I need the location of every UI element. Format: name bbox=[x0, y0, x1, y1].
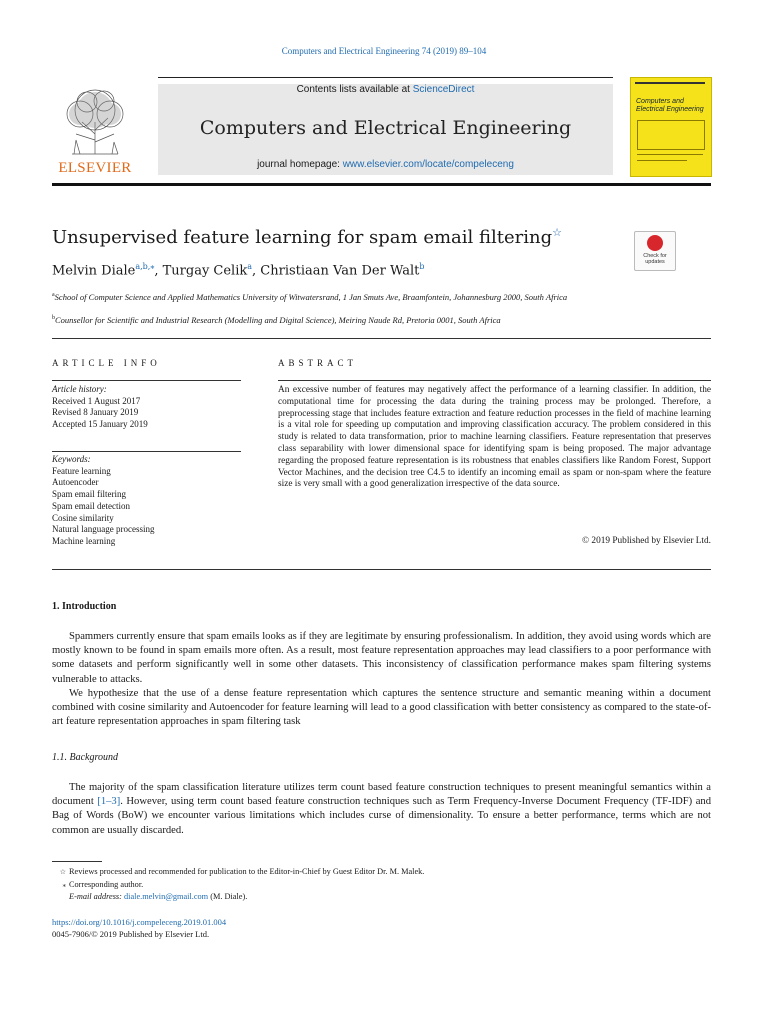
elsevier-wordmark: ELSEVIER bbox=[58, 160, 132, 176]
author-list: Melvin Diale$^{a,b,⁎}$, Turgay Celik$^a$, Christiaan Van Der Walt$^b$ bbox=[52, 262, 425, 279]
keyword: Cosine similarity bbox=[52, 512, 114, 523]
footnotes bbox=[52, 866, 711, 904]
section-rule bbox=[52, 569, 711, 570]
homepage-line bbox=[158, 159, 613, 170]
affiliation bbox=[52, 312, 672, 326]
text-run: . However, using term count based feature construction techniques such as Term Frequency-Inverse Document Frequency (TF-IDF) and Bag of Words (BoW) we encounter various limitations which includes curse of dimensionality. To ensure a better performance, terms which are not common are usually discarded. bbox=[52, 796, 711, 836]
author-name[interactable]: Christiaan Van Der Walt bbox=[260, 263, 420, 279]
article-title-text: Unsupervised feature learning for spam email filtering bbox=[52, 227, 553, 248]
abstract-heading: ABSTRACT bbox=[278, 358, 358, 368]
cover-rule bbox=[635, 82, 705, 84]
cover-line bbox=[637, 160, 687, 161]
keyword: Spam email filtering bbox=[52, 489, 126, 500]
background-text bbox=[52, 781, 711, 838]
author-sup[interactable]: b bbox=[419, 262, 425, 271]
footnote-rule bbox=[52, 861, 102, 862]
author-sup[interactable]: a bbox=[247, 262, 253, 271]
homepage-prefix: journal homepage: bbox=[257, 159, 343, 170]
history-item: Accepted 15 January 2019 bbox=[52, 419, 148, 430]
paragraph: We hypothesize that the use of a dense feature representation which captures the sentence structure and semantic meaning within a document combined with cosine similarity and Autoencoder for feature learning will lead to a good classification with better consistency as compared to the state-of-art feature representation approaches in spam filtering task bbox=[52, 687, 711, 728]
journal-citation[interactable]: Computers and Electrical Engineering 74 (2019) 89–104 bbox=[281, 46, 487, 56]
reference-link[interactable]: [1–3] bbox=[97, 796, 121, 808]
header-thick-rule bbox=[52, 183, 711, 186]
keyword: Autoencoder bbox=[52, 477, 99, 488]
section-heading-introduction: 1. Introduction bbox=[52, 601, 117, 612]
affiliation-text: School of Computer Science and Applied Mathematics University of Witwatersrand, 1 Jan Smuts Ave, Braamfontein, Johannesburg 2000, South Africa bbox=[54, 291, 568, 302]
info-rule bbox=[52, 380, 241, 381]
email-link[interactable]: diale.melvin@gmail.com bbox=[124, 892, 209, 901]
keyword: Natural language processing bbox=[52, 524, 155, 535]
footnote-text: Reviews processed and recommended for publication to the Editor-in-Chief by Guest Editor Dr. M. Malek. bbox=[69, 867, 425, 876]
contents-prefix: Contents lists available at bbox=[296, 84, 413, 95]
footnote-mark: ⁎ bbox=[62, 880, 66, 889]
footnote bbox=[52, 891, 711, 904]
keywords-label: Keywords: bbox=[52, 454, 91, 464]
abstract-rule bbox=[278, 380, 711, 381]
author-name[interactable]: Melvin Diale bbox=[52, 263, 136, 279]
history-item: Revised 8 January 2019 bbox=[52, 407, 139, 418]
footnote bbox=[52, 866, 711, 879]
header-top-rule bbox=[158, 77, 613, 78]
affiliation-text: Counsellor for Scientific and Industrial Research (Modelling and Digital Science), Meiring Naude Rd, Pretoria 0001, South Africa bbox=[55, 314, 501, 325]
journal-cover-thumbnail[interactable] bbox=[630, 77, 712, 177]
issn-line: 0045-7906/© 2019 Published by Elsevier Ltd. bbox=[52, 929, 210, 939]
affiliation-mark: a bbox=[52, 292, 55, 298]
affiliation-mark: b bbox=[52, 315, 55, 321]
info-rule bbox=[52, 451, 241, 452]
footnote-mark: ☆ bbox=[59, 868, 66, 876]
affiliation bbox=[52, 289, 672, 303]
subsection-heading-background: 1.1. Background bbox=[52, 752, 119, 763]
homepage-link[interactable]: www.elsevier.com/locate/compeleceng bbox=[342, 159, 514, 170]
abstract-copyright: © 2019 Published by Elsevier Ltd. bbox=[582, 536, 711, 546]
cover-line bbox=[637, 154, 703, 155]
title-footnote-mark[interactable]: ☆ bbox=[552, 226, 563, 239]
history-item: Received 1 August 2017 bbox=[52, 395, 141, 406]
paragraph: Spammers currently ensure that spam emails looks as if they are legitimate by ensuring professionalism. In addition, they avoid using words which are mostly known to be found in spam emails more often. As a result, most feature representation approaches may lead classifiers to a poor performance with some datasets and perform significantly well in some other datasets. This inconsistency of classification performance makes spam filtering systems vulnerable to attacks. bbox=[52, 631, 711, 685]
keywords bbox=[52, 454, 242, 548]
keyword: Feature learning bbox=[52, 465, 111, 476]
footnote bbox=[52, 879, 711, 892]
check-for-updates-badge[interactable] bbox=[634, 231, 676, 271]
author-sup[interactable]: a,b,⁎ bbox=[135, 262, 155, 271]
email-suffix: (M. Diale). bbox=[208, 892, 248, 901]
author-name[interactable]: Turgay Celik bbox=[162, 263, 248, 279]
keyword: Machine learning bbox=[52, 535, 116, 546]
journal-title: Computers and Electrical Engineering bbox=[199, 117, 572, 139]
doi-link[interactable]: https://doi.org/10.1016/j.compeleceng.2019.01.004 bbox=[52, 917, 227, 927]
article-title bbox=[52, 226, 562, 248]
article-info-heading: ARTICLE INFO bbox=[52, 358, 161, 368]
badge-label: Check for updates bbox=[643, 253, 667, 265]
doi-block bbox=[52, 916, 226, 940]
footnote-text: Corresponding author. bbox=[69, 879, 144, 889]
cover-title: Computers and Electrical Engineering bbox=[636, 98, 704, 113]
bookmark-icon bbox=[647, 235, 663, 251]
abstract-text: An excessive number of features may negatively affect the performance of a learning classifier. In addition, the computational time for processing the data during the training process may be prolonged. Therefore, a preprocessing stage that includes feature extraction and feature reduction processes in the field of machine learning is a vital role for speeding up computation and improving classification accuracy. The problem considered in this study is related to data transformation, prior to machine learning classifiers. Feature representation that preserves class separability with lower dimensional space for identifying spam is being proposed. The major advantage regarding the proposed feature representation is its robustness that enables classifiers like Random Forest, Support Vector Machines, and the decision tree C4.5 to identify an incoming email as spam or non-spam where the feature size is very small with a good generalization irrespective of the data source. bbox=[278, 385, 711, 490]
article-history bbox=[52, 384, 242, 431]
cover-graphic bbox=[637, 120, 705, 150]
section-rule bbox=[52, 338, 711, 339]
history-label: Article history: bbox=[52, 384, 107, 394]
text-run: The majority of the spam classification literature utilizes term count based feature construction techniques to present meaningful semantics within a document bbox=[52, 782, 711, 808]
paragraph bbox=[52, 781, 711, 838]
contents-line bbox=[158, 84, 613, 95]
sciencedirect-link[interactable]: ScienceDirect bbox=[412, 84, 475, 95]
email-label: E-mail address: bbox=[69, 892, 124, 901]
introduction-text bbox=[52, 630, 711, 729]
keyword: Spam email detection bbox=[52, 500, 130, 511]
